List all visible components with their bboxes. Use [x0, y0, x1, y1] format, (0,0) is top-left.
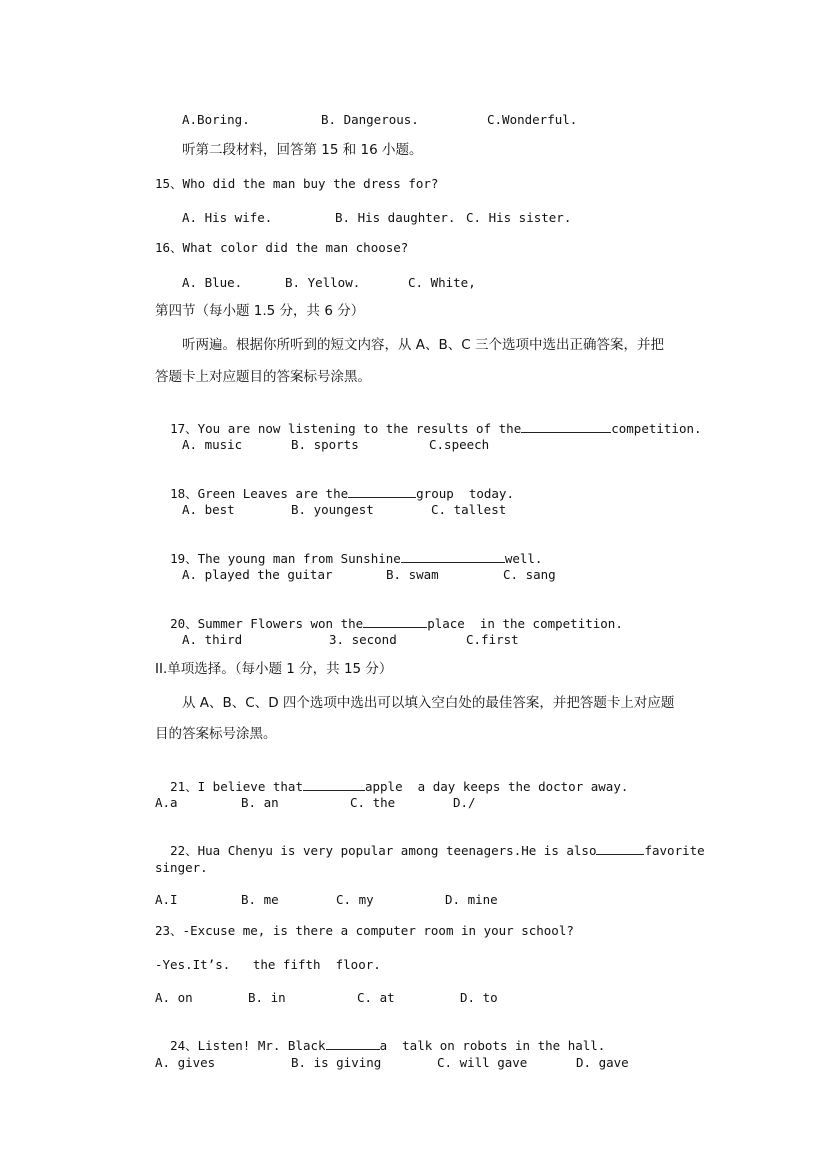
q16-option-b: B. Yellow. — [285, 275, 361, 290]
q21-stem-post: apple a day keeps the doctor away. — [364, 779, 629, 794]
q16-option-a: A. Blue. — [182, 275, 243, 290]
q24-stem-pre: 24、Listen! Mr. Black — [170, 1038, 326, 1053]
q23-option-a: A. on — [155, 990, 193, 1005]
q20-blank — [363, 615, 427, 628]
q24-stem-post: a talk on robots in the hall. — [379, 1038, 606, 1053]
q19-option-c: C. sang — [503, 567, 556, 582]
q18-stem-post: group today. — [416, 486, 514, 501]
q22-option-a: A.I — [155, 892, 178, 907]
part2-title: II.单项选择。（每小题 1 分，共 15 分） — [155, 661, 393, 677]
q19-option-b: B. swam — [386, 567, 439, 582]
q17-blank — [521, 420, 611, 433]
q17-stem — [155, 402, 702, 438]
q21-blank — [303, 778, 365, 791]
q17-option-c: C.speech — [429, 437, 490, 452]
q18-stem-pre: 18、Green Leaves are the — [170, 486, 349, 501]
q23-reply: -Yes.It’s. the fifth floor. — [155, 957, 381, 972]
q20-stem-post: place in the competition. — [427, 616, 623, 631]
q19-blank — [401, 550, 505, 563]
q17-option-b: B. sports — [291, 437, 359, 452]
q24-option-c: C. will gave — [437, 1055, 528, 1070]
q20-option-b: 3. second — [329, 632, 397, 647]
q23-option-d: D. to — [460, 990, 498, 1005]
q21-stem — [155, 760, 628, 796]
q24-blank — [326, 1037, 380, 1050]
q23-option-b: B. in — [248, 990, 286, 1005]
q19-stem-pre: 19、The young man from Sunshine — [170, 551, 401, 566]
q23-option-c: C. at — [357, 990, 395, 1005]
q24-option-d: D. gave — [576, 1055, 629, 1070]
q18-option-b: B. youngest — [291, 502, 374, 517]
q19-stem-post: well. — [504, 551, 543, 566]
q19-option-a: A. played the guitar — [182, 567, 333, 582]
q15-stem: 15、Who did the man buy the dress for? — [155, 176, 439, 191]
q22-option-c: C. my — [336, 892, 374, 907]
q18-option-c: C. tallest — [431, 502, 507, 517]
q23-stem: 23、-Excuse me, is there a computer room in your school? — [155, 923, 574, 938]
q21-stem-pre: 21、I believe that — [170, 779, 303, 794]
section4-title: 第四节（每小题 1.5 分，共 6 分） — [155, 303, 365, 319]
q15-option-b: B. His daughter. — [335, 210, 456, 225]
q14-option-c: C.Wonderful. — [487, 112, 578, 127]
q22-stem — [155, 824, 705, 860]
q16-option-c: C. White, — [408, 275, 476, 290]
q21-option-c: C. the — [350, 795, 396, 810]
section4-instructions-line2: 答题卡上对应题目的答案标号涂黑。 — [155, 369, 371, 385]
q22-stem-post: favorite — [644, 843, 705, 858]
q17-stem-pre: 17、You are now listening to the results of the — [170, 421, 522, 436]
q20-option-c: C.first — [466, 632, 519, 647]
q22-stem-pre: 22、Hua Chenyu is very popular among teenagers.He is also — [170, 843, 597, 858]
q15-option-c: C. His sister. — [466, 210, 572, 225]
q14-option-a: A.Boring. — [182, 112, 250, 127]
q18-option-a: A. best — [182, 502, 235, 517]
q16-stem: 16、What color did the man choose? — [155, 240, 409, 255]
q22-blank — [596, 842, 644, 855]
q17-option-a: A. music — [182, 437, 243, 452]
part2-instructions-line2: 目的答案标号涂黑。 — [155, 726, 277, 742]
q14-option-b: B. Dangerous. — [321, 112, 419, 127]
q22-option-b: B. me — [241, 892, 279, 907]
q18-stem — [155, 467, 514, 503]
q18-blank — [348, 485, 416, 498]
section2-intro: 听第二段材料，回答第 15 和 16 小题。 — [182, 142, 423, 158]
part2-instructions-line1: 从 A、B、C、D 四个选项中选出可以填入空白处的最佳答案，并把答题卡上对应题 — [182, 695, 675, 711]
q15-option-a: A. His wife. — [182, 210, 273, 225]
q21-option-d: D./ — [453, 795, 476, 810]
q20-stem — [155, 597, 623, 633]
q17-stem-post: competition. — [611, 421, 702, 436]
q20-option-a: A. third — [182, 632, 243, 647]
section4-instructions-line1: 听两遍。根据你所听到的短文内容，从 A、B、C 三个选项中选出正确答案，并把 — [182, 337, 665, 353]
q24-option-a: A. gives — [155, 1055, 216, 1070]
q21-option-b: B. an — [241, 795, 279, 810]
q20-stem-pre: 20、Summer Flowers won the — [170, 616, 364, 631]
q21-option-a: A.a — [155, 795, 178, 810]
q22-option-d: D. mine — [445, 892, 498, 907]
q24-stem — [155, 1019, 605, 1055]
q24-option-b: B. is giving — [291, 1055, 382, 1070]
q22-stem-continuation: singer. — [155, 860, 208, 875]
q19-stem — [155, 532, 542, 568]
